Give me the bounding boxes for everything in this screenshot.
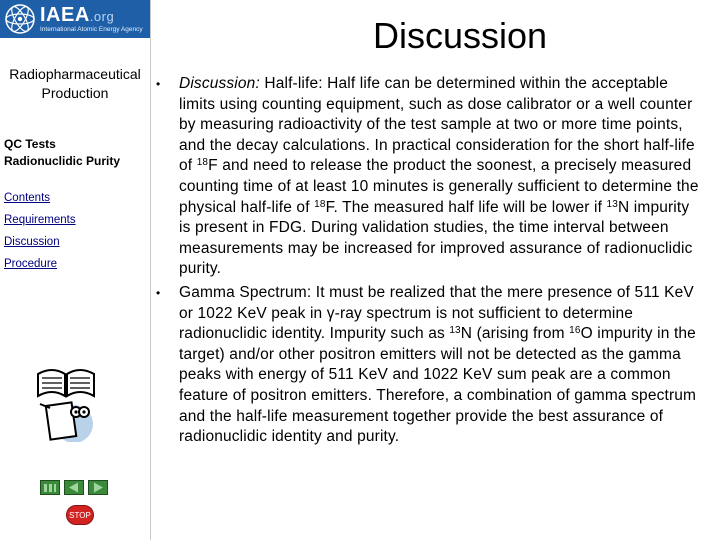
discussion-content — [156, 74, 704, 451]
iaea-logo[interactable] — [0, 0, 150, 38]
bullet-text: O impurity in the target) and/or other positron emitters will not be detected as the gamma peaks with energy of 511 KeV and 1022 KeV sum peak are a common feature of positron emitters. Therefore, a combination of gamma spectrum and the half-life measurement together provide the best assurance of radionuclidic identity and purity. — [179, 325, 697, 446]
module-title-line1: Radiopharmaceutical — [9, 66, 141, 82]
bullet-text: N (arising from — [460, 325, 570, 343]
stop-button[interactable] — [66, 505, 94, 525]
sidebar-link-procedure[interactable]: Procedure — [4, 258, 58, 270]
book-reader-icon — [36, 360, 96, 442]
back-button[interactable] — [64, 480, 84, 495]
module-title-line2: Production — [41, 85, 109, 101]
section-title-line1: QC Tests — [4, 137, 56, 151]
module-title — [0, 65, 150, 103]
forward-arrow-icon — [89, 481, 107, 494]
bullet-gamma-spectrum — [156, 283, 704, 448]
sidebar-link-discussion[interactable]: Discussion — [4, 236, 60, 248]
superscript: 18 — [314, 198, 326, 210]
back-arrow-icon — [65, 481, 83, 494]
bullet-text: Half-life: Half life can be determined within the acceptable limits using counting equipment, such as dose calibrator or a well counter by measuring radioactivity of the test sample at two or more time points, and the decay calculations. In practical consideration for the short half-life of — [179, 75, 695, 175]
logo-name: IAEA — [40, 4, 90, 26]
superscript: 16 — [569, 325, 581, 337]
sidebar — [0, 0, 151, 540]
bullet-lead: Discussion: — [179, 75, 260, 92]
bullet-marker: • — [156, 285, 161, 300]
page-title-text: Discussion — [373, 15, 548, 56]
sidebar-nav — [4, 190, 76, 278]
bullet-text: F. The measured half life will be lower if — [325, 198, 607, 216]
section-title-line2: Radionuclidic Purity — [4, 154, 121, 168]
bullet-text: F and need to release the product the soonest, a precisely measured counting time of at least 10 minutes is generally sufficient to determine the physical half-life of — [179, 157, 699, 216]
superscript: 18 — [196, 157, 209, 169]
superscript: 13 — [606, 198, 618, 210]
bullet-half-life — [156, 74, 704, 280]
home-button[interactable] — [40, 480, 60, 495]
home-icon — [41, 481, 59, 494]
logo-org: .org — [89, 9, 115, 24]
iaea-globe-icon — [4, 3, 36, 35]
stop-icon: STOP — [69, 511, 91, 520]
bullet-text: Gamma Spectrum: It must be realized that the mere presence of 511 KeV or 1022 KeV peak in γ-ray spectrum is not sufficient to determine radionuclidic identity. Impurity such as — [179, 283, 694, 343]
bullet-text: N impurity is present in FDG. During validation studies, the time interval between measurements may be increased for improved assurance of radionuclidic purity. — [179, 198, 693, 278]
section-title — [4, 136, 120, 170]
forward-button[interactable] — [88, 480, 108, 495]
sidebar-link-contents[interactable]: Contents — [4, 192, 51, 204]
logo-subtitle: International Atomic Energy Agency — [40, 26, 143, 33]
bullet-marker: • — [156, 77, 161, 91]
superscript: 13 — [449, 325, 461, 337]
sidebar-link-requirements[interactable]: Requirements — [4, 214, 76, 226]
